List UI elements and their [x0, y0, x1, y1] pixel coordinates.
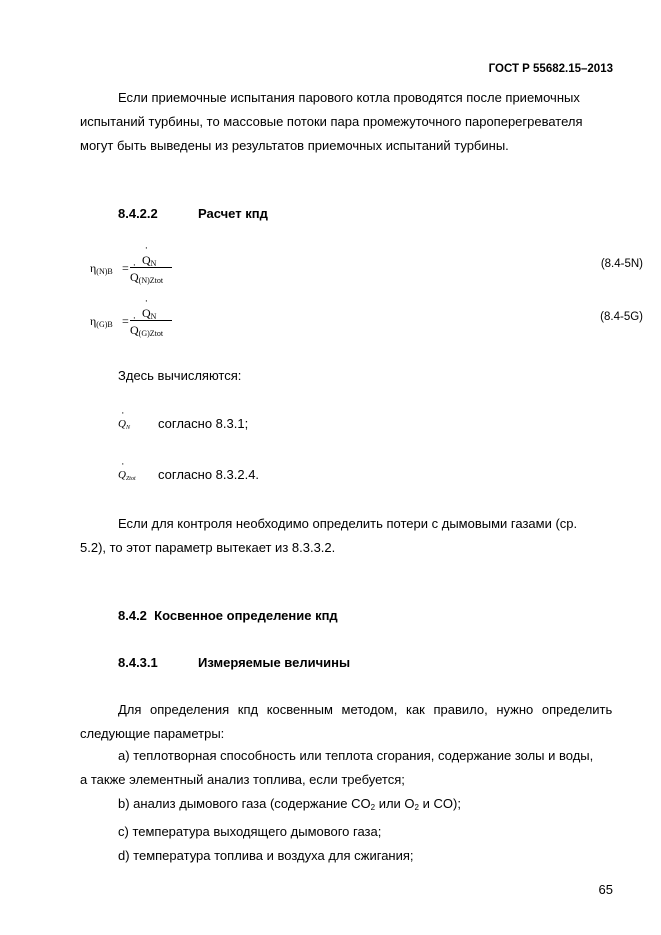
equation-number: (8.4-5N): [600, 258, 643, 270]
eq1-fraction: [130, 250, 172, 290]
list-b-sub1: 2: [370, 803, 376, 812]
equals-sign: =: [122, 314, 129, 328]
eq2-num-subscript: N: [150, 312, 157, 321]
eq1-lhs-subscript: (N)B: [96, 267, 113, 276]
q-dot-symbol: ˙ Q: [118, 418, 126, 430]
section-heading-8-4-2-2: [118, 206, 268, 221]
q-dot-symbol: ˙ Q: [142, 306, 151, 321]
flue-gas-paragraph: [80, 512, 614, 560]
params-line-2: следующие параметры:: [80, 726, 225, 741]
eq2-lhs-subscript: (G)B: [96, 320, 113, 329]
q-dot-symbol: ˙ Q: [142, 253, 151, 268]
eq2-fraction: [130, 303, 172, 343]
list-item-d: d) температура топлива и воздуха для сжигания;: [118, 848, 414, 863]
intro-line-1: Если приемочные испытания парового котла проводятся после приемочных: [118, 90, 580, 105]
eq1-denominator: [130, 270, 163, 285]
list-item-c: c) температура выходящего дымового газа;: [118, 824, 382, 839]
definition-qztot: [118, 465, 418, 489]
document-code: ГОСТ Р 55682.15–2013: [488, 63, 613, 75]
section-number: 8.4.2: [118, 608, 147, 623]
list-item-a-line-1: a) теплотворная способность или теплота сгорания, содержание золы и воды,: [118, 748, 594, 763]
section-heading-8-4-3-1: [118, 655, 351, 670]
q-dot-symbol: ˙ Q: [130, 323, 139, 338]
eta-symbol: η: [90, 314, 97, 328]
eq2-denominator: [130, 323, 163, 338]
eq1-den-subscript: (N)Ztot: [138, 276, 164, 285]
list-b-mid: или O: [375, 796, 415, 811]
def1-symbol: [118, 418, 130, 431]
flue-line-2: 5.2), то этот параметр вытекает из 8.3.3.2.: [80, 540, 336, 555]
here-calculated-text: Здесь вычисляются:: [118, 368, 242, 383]
page-number: 65: [598, 882, 613, 897]
def1-subscript: N: [125, 425, 130, 431]
def1-text: согласно 8.3.1;: [158, 416, 249, 431]
eta-symbol: η: [90, 261, 97, 275]
section-number: 8.4.3.1: [118, 655, 158, 670]
def2-symbol: [118, 469, 136, 482]
params-line-1: Для определения кпд косвенным методом, как правило, нужно определить: [118, 702, 613, 717]
section-title: Измеряемые величины: [198, 655, 351, 670]
def2-text: согласно 8.3.2.4.: [158, 467, 260, 482]
definition-qn: [118, 414, 418, 438]
flue-line-1: Если для контроля необходимо определить потери с дымовыми газами (ср.: [118, 516, 578, 531]
parameters-paragraph: [80, 698, 614, 746]
section-number: 8.4.2.2: [118, 206, 158, 221]
list-b-suffix: и CO);: [419, 796, 461, 811]
q-dot-symbol: ˙ Q: [130, 270, 139, 285]
eq2-numerator: [142, 306, 156, 321]
eq2-lhs: [90, 314, 113, 329]
equation-8-4-5g: [90, 303, 643, 343]
list-item-b: [80, 792, 614, 820]
section-title: Расчет кпд: [198, 206, 268, 221]
q-dot-symbol: ˙ Q: [118, 469, 126, 481]
intro-line-3: могут быть выведены из результатов приемочных испытаний турбины.: [80, 138, 509, 153]
section-heading-8-4-2: [118, 608, 338, 623]
equals-sign: =: [122, 261, 129, 275]
equation-number: (8.4-5G): [600, 311, 643, 323]
list-b-prefix: b) анализ дымового газа (содержание CO: [118, 796, 371, 811]
def2-subscript: Ztot: [125, 476, 136, 482]
intro-paragraph: [80, 86, 614, 158]
equation-8-4-5n: [90, 250, 643, 290]
section-title: Косвенное определение кпд: [154, 608, 338, 623]
eq1-numerator: [142, 253, 156, 268]
intro-line-2: испытаний турбины, то массовые потоки пара промежуточного пароперегревателя: [80, 114, 583, 129]
parameters-list: [80, 744, 614, 868]
eq1-lhs: [90, 261, 113, 276]
list-item-a-line-2: а также элементный анализ топлива, если требуется;: [80, 772, 405, 787]
eq2-den-subscript: (G)Ztot: [138, 329, 164, 338]
list-b-sub2: 2: [414, 803, 419, 812]
eq1-num-subscript: N: [150, 259, 157, 268]
